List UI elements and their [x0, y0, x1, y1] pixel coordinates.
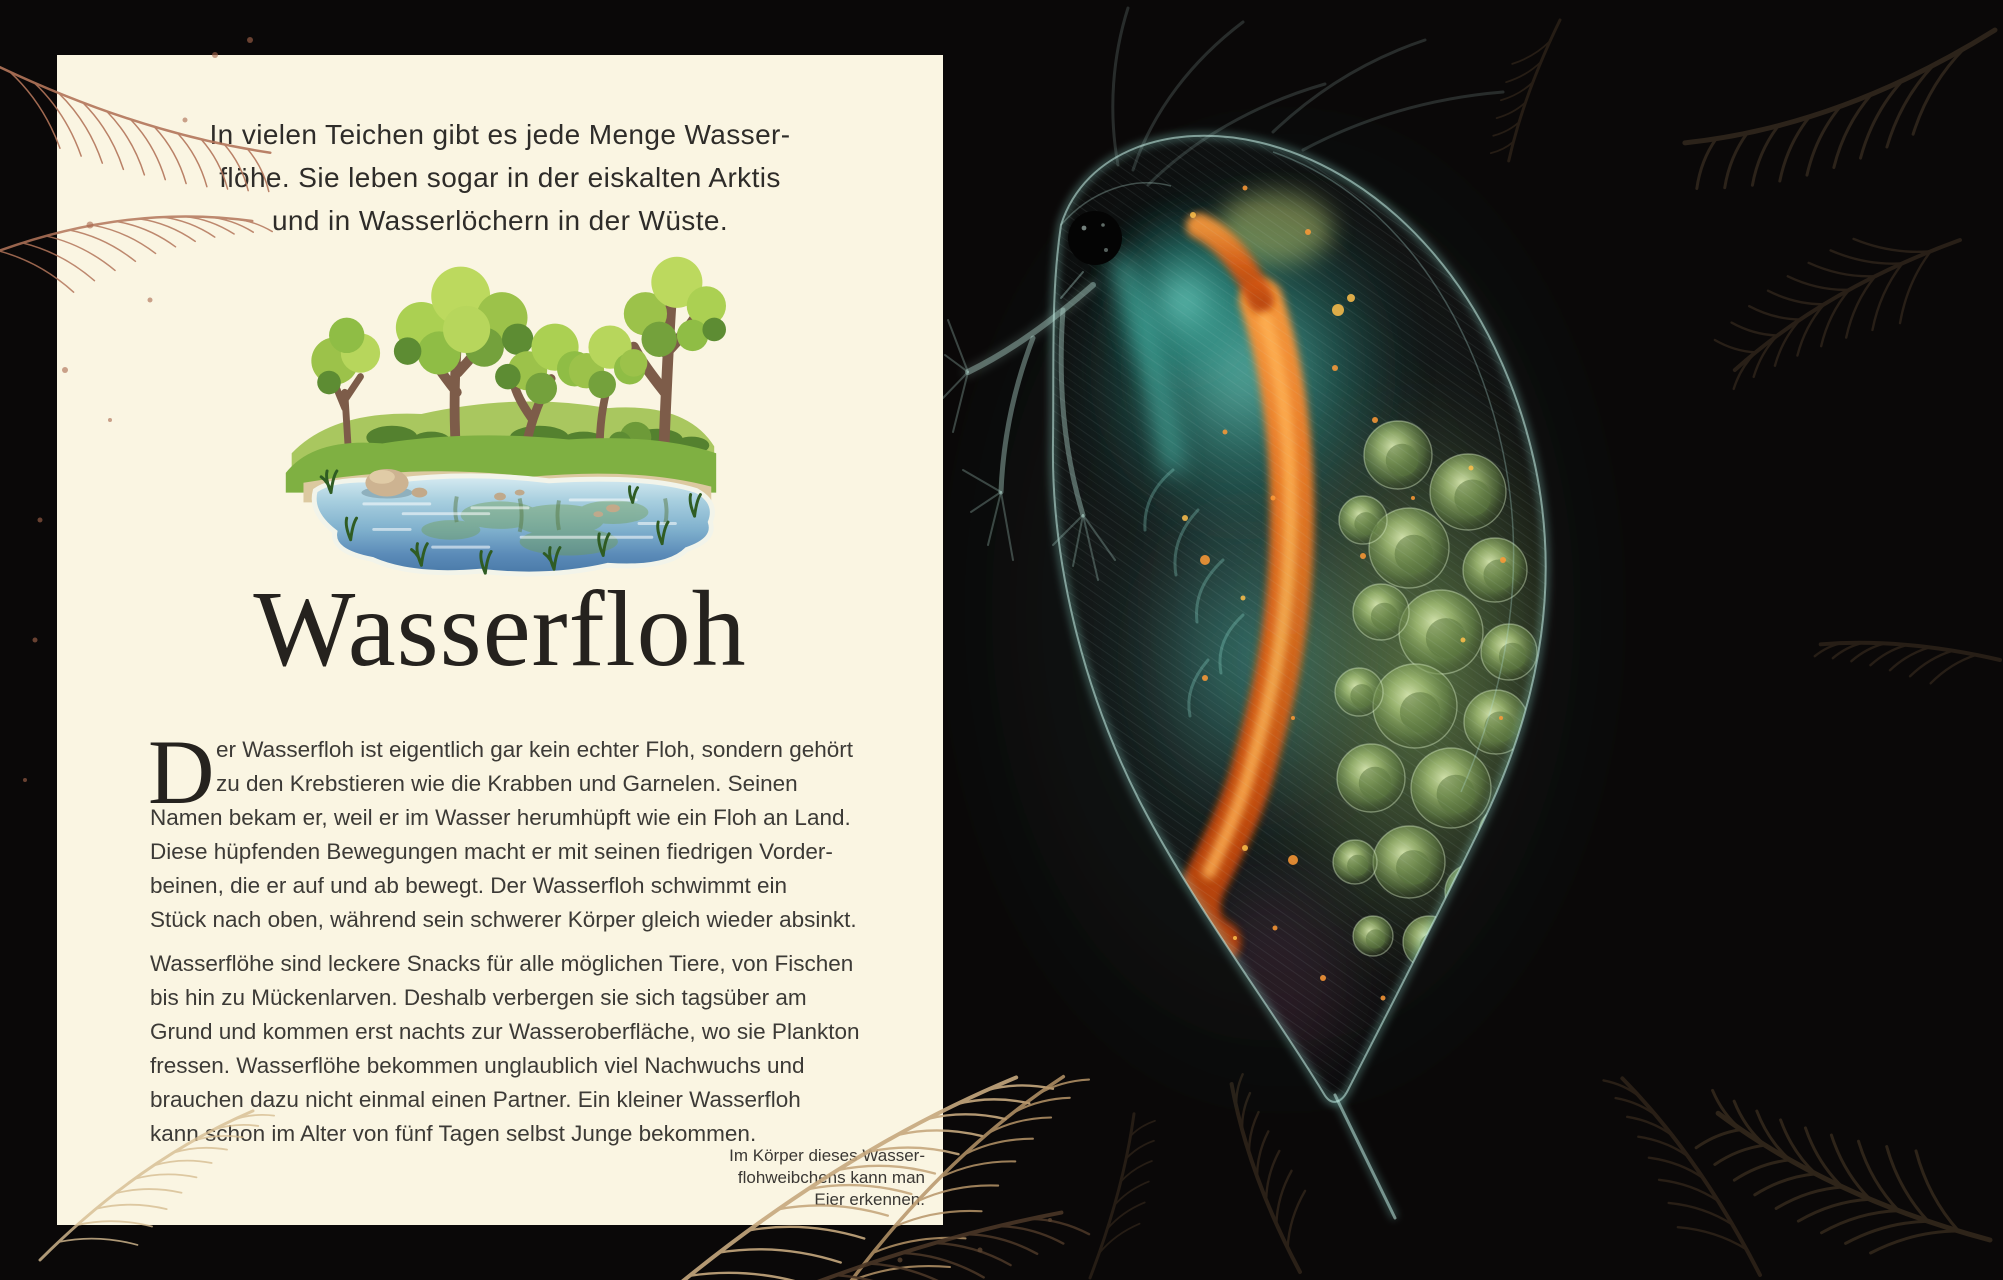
page-title: Wasserfloh [253, 570, 747, 689]
paragraph-line: Grund und kommen erst nachts zur Wasseroberfläche, wo sie Plankton [150, 1019, 860, 1044]
paragraph-line: zu den Krebstieren wie die Krabben und Garnelen. Seinen [216, 771, 798, 796]
caption-line: Im Körper dieses Wasser- [729, 1146, 925, 1165]
paragraph-line: beinen, die er auf und ab bewegt. Der Wasserfloh schwimmt ein [150, 873, 787, 898]
paragraph-line: fressen. Wasserflöhe bekommen unglaublich viel Nachwuchs und [150, 1053, 805, 1078]
paragraph-line: kann schon im Alter von fünf Tagen selbst Junge bekommen. [150, 1121, 757, 1146]
left-page [57, 55, 943, 1225]
paragraph-line: brauchen dazu nicht einmal einen Partner. Ein kleiner Wasserfloh [150, 1087, 801, 1112]
paragraph-line: bis hin zu Mückenlarven. Deshalb verbergen sie sich tagsüber am [150, 985, 807, 1010]
compound-eye [1068, 211, 1122, 265]
paragraph-2 [150, 947, 870, 1151]
paragraph-line: Stück nach oben, während sein schwerer Körper gleich wieder absinkt. [150, 907, 857, 932]
paragraph-line: er Wasserfloh ist eigentlich gar kein echter Floh, sondern gehört [216, 737, 853, 762]
intro-line: und in Wasserlöchern in der Wüste. [271, 205, 729, 236]
caption-line: Eier erkennen. [814, 1190, 925, 1209]
dropcap: D [148, 721, 215, 823]
photo-caption [729, 1145, 925, 1211]
intro-text [57, 113, 943, 242]
paragraph-line: Diese hüpfenden Bewegungen macht er mit seinen fiedrigen Vorder- [150, 839, 833, 864]
paragraph-line: Namen bekam er, weil er im Wasser herumhüpft wie ein Floh an Land. [150, 805, 851, 830]
pond-illustration [274, 243, 726, 581]
paragraph-1 [148, 721, 870, 937]
intro-line: flöhe. Sie leben sogar in der eiskalten Arktis [219, 162, 781, 193]
daphnia-photo [943, 0, 2003, 1280]
intro-line: In vielen Teichen gibt es jede Menge Wasser- [209, 119, 791, 150]
paragraph-line: Wasserflöhe sind leckere Snacks für alle möglichen Tiere, von Fischen [150, 951, 854, 976]
caption-line: flohweibchens kann man [737, 1168, 925, 1187]
